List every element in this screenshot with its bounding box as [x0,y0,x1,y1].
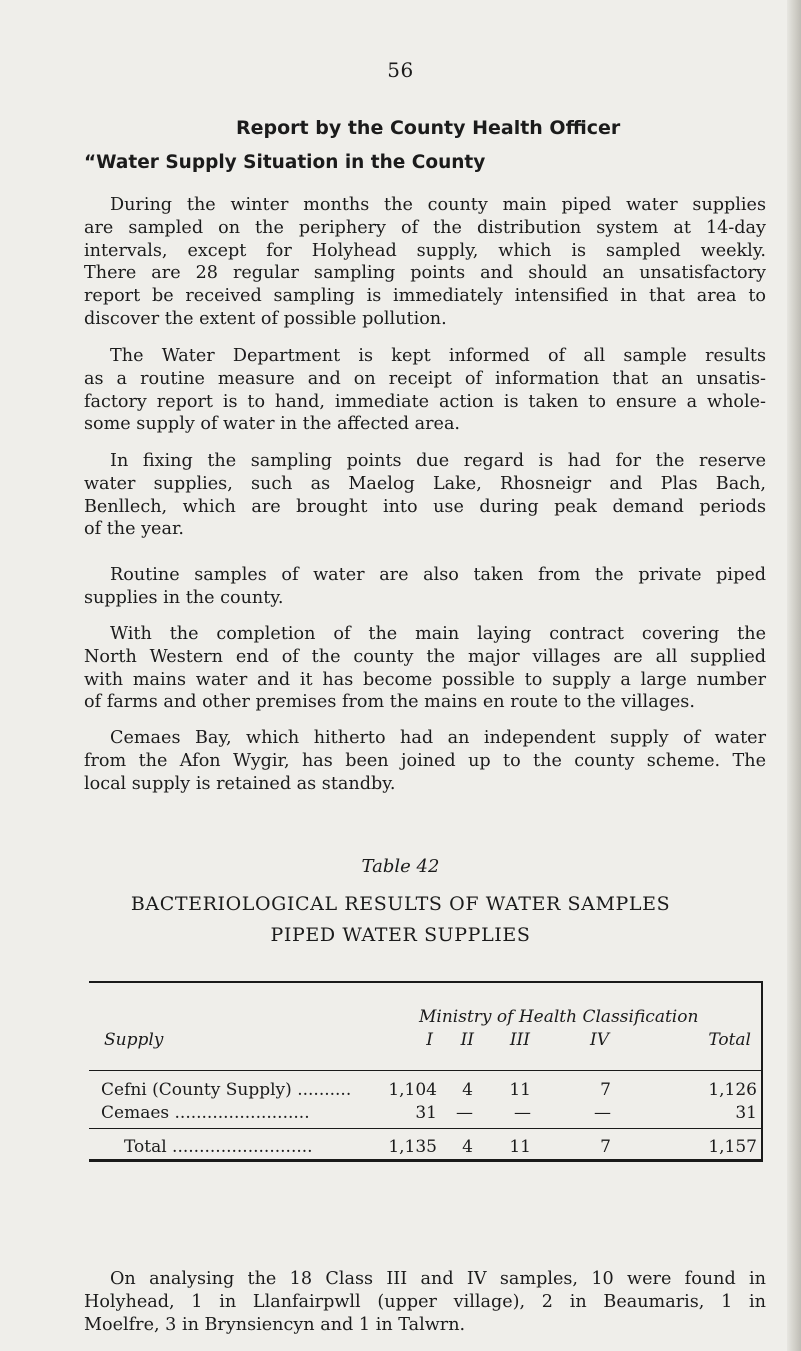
header-rule [89,1070,761,1071]
value-total: 31 [735,1103,757,1123]
text-line: supplies in the county. [84,587,284,608]
value-class-i: 1,104 [388,1080,437,1100]
text-line: Benllech, which are brought into use during peak demand periods [84,496,766,517]
column-header-iv: IV [590,1030,609,1050]
supply-name: Cefni (County Supply) .......... [101,1080,352,1100]
text-line: some supply of water in the affected area. [84,414,461,435]
text-line: Holyhead, 1 in Llanfairpwll (upper village), 2 in Beaumaris, 1 in [84,1291,766,1312]
text-line: The Water Department is kept informed of all sample results [110,346,766,366]
text-line: with mains water and it has become possible to supply a large number [84,669,766,690]
supply-name: Cemaes ......................... [101,1103,310,1123]
total-class-ii: 4 [462,1137,473,1157]
text-line: intervals, except for Holyhead supply, which is sampled weekly. [84,240,766,261]
text-line: discover the extent of possible pollution. [84,308,447,329]
value-class-iv: 7 [600,1080,611,1100]
text-line: In fixing the sampling points due regard is had for the reserve [110,451,766,471]
results-table [89,981,763,1162]
total-rule [89,1128,761,1129]
value-class-iii: — [514,1103,531,1123]
page-number: 56 [387,58,414,82]
value-class-iii: 11 [509,1080,531,1100]
classification-header: Ministry of Health Classification [419,1007,699,1027]
section-title: “Water Supply Situation in the County [84,152,486,173]
text-line: Routine samples of water are also taken from the private piped [110,565,766,585]
table-subheading: PIPED WATER SUPPLIES [270,924,531,946]
paragraph-cemaes-bay [84,727,766,795]
value-class-iv: — [594,1103,611,1123]
total-class-iii: 11 [509,1137,531,1157]
text-line: On analysing the 18 Class III and IV samples, 10 were found in [110,1269,766,1289]
text-line: of the year. [84,519,185,540]
total-label: Total .......................... [124,1137,313,1157]
table-label: Table 42 [361,856,440,877]
column-header-ii: II [460,1030,474,1050]
text-line: of farms and other premises from the mains en route to the villages. [84,692,695,713]
text-line: North Western end of the county the major villages are all supplied [84,646,766,667]
page-edge [787,0,801,1351]
text-line: report be received sampling is immediately intensified in that area to [84,286,766,307]
paragraph-water-department [84,345,766,436]
text-line: as a routine measure and on receipt of information that an unsatis- [84,368,766,389]
value-class-ii: 4 [462,1080,473,1100]
paragraph-main-laying [84,623,766,714]
text-line: factory report is to hand, immediate action is taken to ensure a whole- [84,391,766,412]
text-line: During the winter months the county main piped water supplies [110,195,766,215]
paragraph-sampling [84,194,766,331]
text-line: from the Afon Wygir, has been joined up to the county scheme. The [84,750,766,771]
text-line: There are 28 regular sampling points and should an unsatisfactory [84,263,766,284]
total-class-iv: 7 [600,1137,611,1157]
total-class-i: 1,135 [388,1137,437,1157]
column-header-supply: Supply [104,1030,164,1050]
value-total: 1,126 [708,1080,757,1100]
text-line: local supply is retained as standby. [84,773,396,794]
column-header-i: I [426,1030,433,1050]
table-heading: BACTERIOLOGICAL RESULTS OF WATER SAMPLES [130,893,671,915]
text-line: are sampled on the periphery of the distribution system at 14-day [84,217,766,238]
paragraph-private-supplies [84,564,766,610]
text-line: With the completion of the main laying contract covering the [110,624,766,644]
value-class-i: 31 [415,1103,437,1123]
report-title: Report by the County Health Officer [236,117,621,139]
text-line: Cemaes Bay, which hitherto had an independent supply of water [110,728,766,748]
value-class-ii: — [456,1103,473,1123]
total-grand: 1,157 [708,1137,757,1157]
column-header-iii: III [509,1030,530,1050]
paragraph-class-analysis [84,1268,766,1336]
text-line: water supplies, such as Maelog Lake, Rhosneigr and Plas Bach, [84,473,766,494]
text-line: Moelfre, 3 in Brynsiencyn and 1 in Talwrn. [84,1314,466,1335]
paragraph-sampling-points [84,450,766,541]
column-header-total: Total [708,1030,751,1050]
